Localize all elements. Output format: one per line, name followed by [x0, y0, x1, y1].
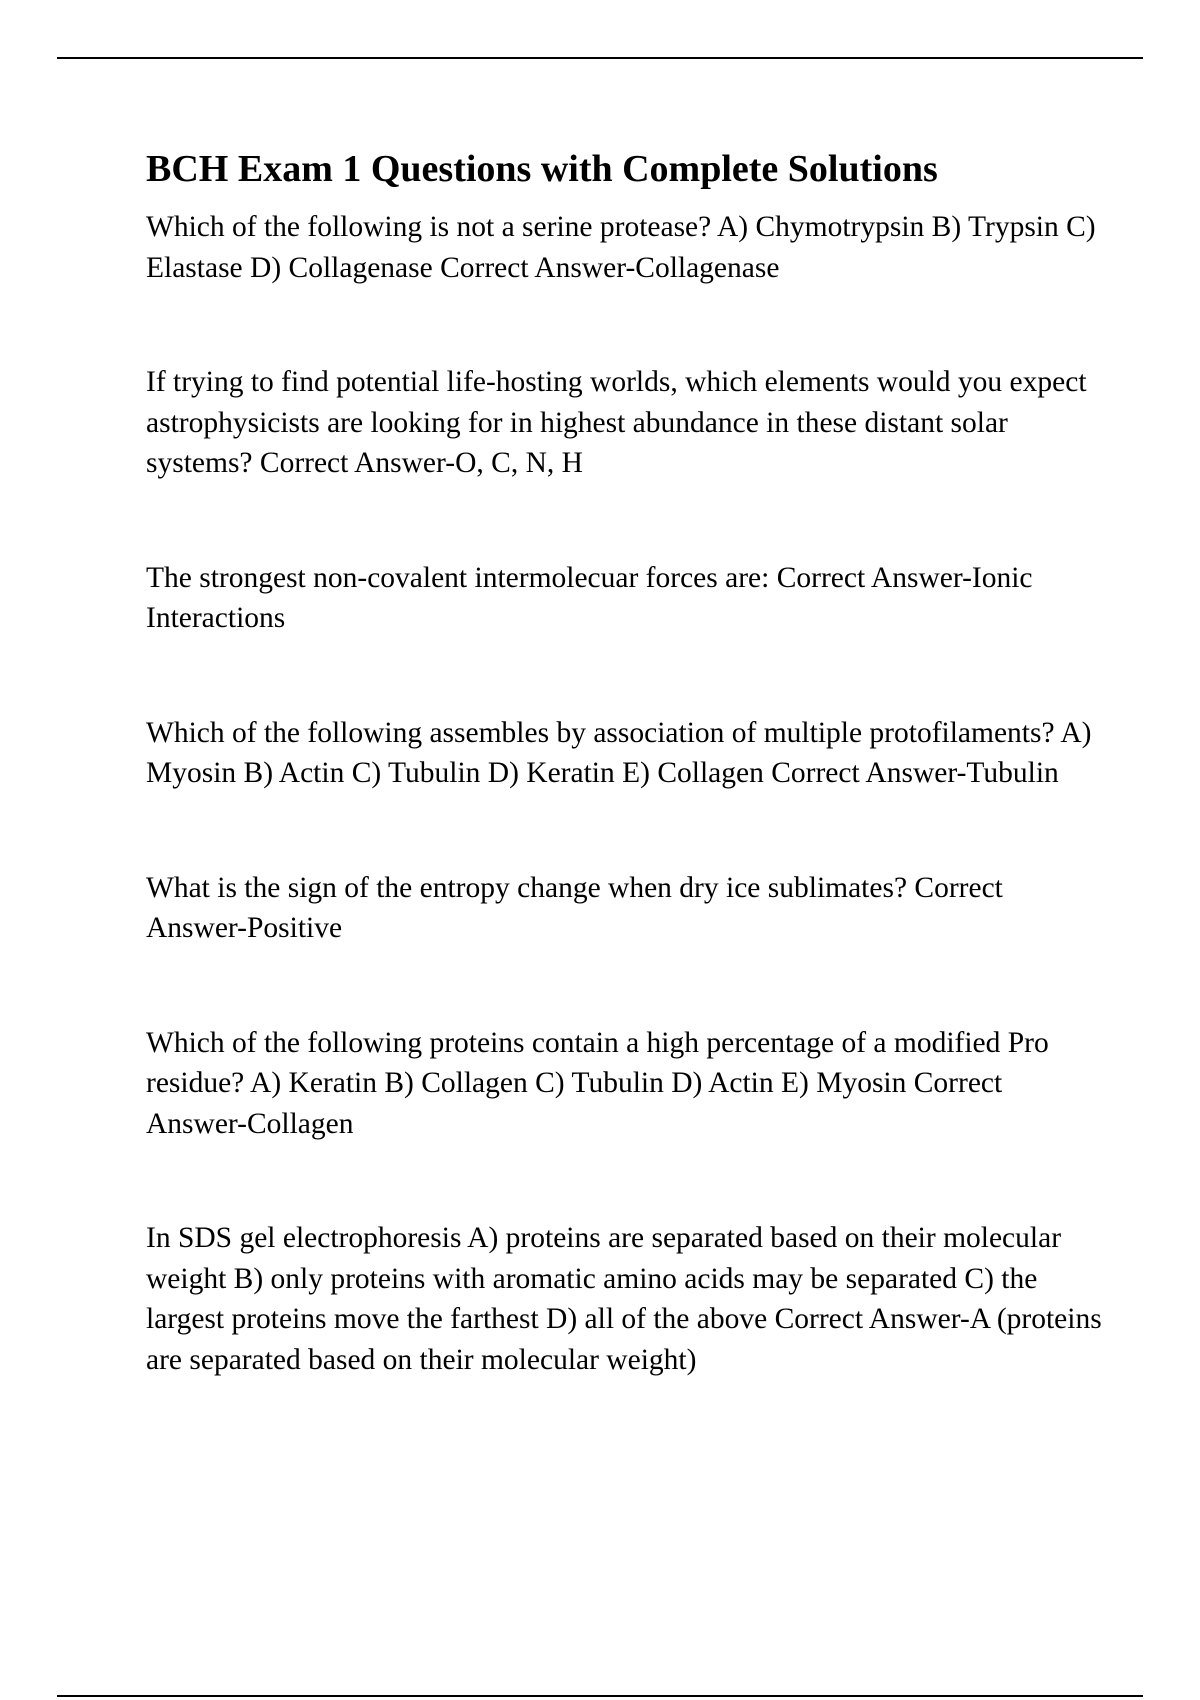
top-divider: [57, 57, 1143, 59]
question-answer-1: Which of the following is not a serine protease? A) Chymotrypsin B) Trypsin C) Elastase D) Collagenase Correct Answer-Collagenase: [146, 211, 1096, 284]
question-list: [146, 207, 1106, 1380]
bottom-divider: [57, 1695, 1143, 1697]
question-answer-2: If trying to find potential life-hosting worlds, which elements would you expect astrophysicists are looking for in highest abundance in these distant solar systems? Correct Answer-O, C, N, H: [146, 366, 1087, 479]
question-answer-4: Which of the following assembles by association of multiple protofilaments? A) Myosin B) Actin C) Tubulin D) Keratin E) Collagen Correct Answer-Tubulin: [146, 716, 1092, 789]
question-answer-7: In SDS gel electrophoresis A) proteins are separated based on their molecular weight B) only proteins with aromatic amino acids may be separated C) the largest proteins move the farthest D) all of the above Correct Answer-A (proteins are separated based on their molecular weight): [146, 1222, 1102, 1376]
question-answer-3: The strongest non-covalent intermolecuar forces are: Correct Answer-Ionic Interactions: [146, 561, 1033, 634]
document-title: BCH Exam 1 Questions with Complete Solutions: [146, 148, 938, 190]
question-answer-6: Which of the following proteins contain a high percentage of a modified Pro residue? A) Keratin B) Collagen C) Tubulin D) Actin E) Myosin Correct Answer-Collagen: [146, 1026, 1049, 1140]
document-body: [146, 142, 1106, 1454]
question-answer-5: What is the sign of the entropy change when dry ice sublimates? Correct Answer-Positive: [146, 871, 1003, 944]
